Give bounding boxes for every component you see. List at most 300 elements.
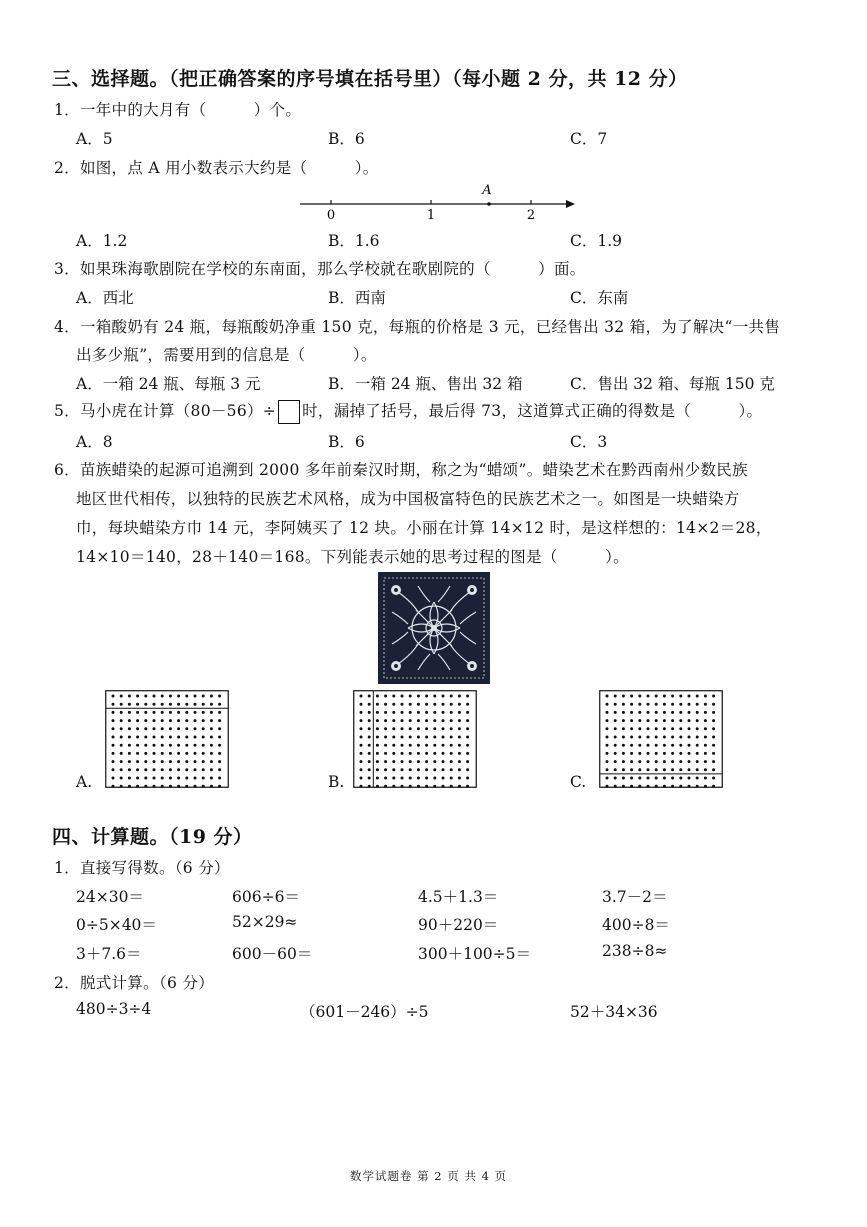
grid-dot — [360, 744, 363, 747]
grid-dot — [655, 785, 658, 788]
grid-dot — [417, 695, 420, 698]
grid-dot — [194, 760, 197, 763]
grid-dot — [679, 703, 682, 706]
grid-dot — [169, 703, 172, 706]
grid-dot — [185, 785, 188, 788]
grid-dot — [136, 719, 139, 722]
grid-dot — [185, 752, 188, 755]
calc-item: 600－60＝ — [232, 945, 313, 963]
grid-dot — [442, 777, 445, 780]
grid-dot — [442, 695, 445, 698]
grid-dot — [153, 703, 156, 706]
grid-dot — [704, 711, 707, 714]
grid-dot — [696, 727, 699, 730]
grid-dot — [218, 695, 221, 698]
grid-dot — [696, 768, 699, 771]
grid-dot — [376, 719, 379, 722]
grid-dot — [185, 768, 188, 771]
grid-dot — [688, 760, 691, 763]
grid-dot — [671, 777, 674, 780]
grid-dot — [630, 711, 633, 714]
grid-dot — [177, 736, 180, 739]
grid-dot — [185, 727, 188, 730]
grid-dot — [425, 785, 428, 788]
grid-dot — [712, 703, 715, 706]
part-2-title: 2．脱式计算。（6 分） — [54, 974, 215, 992]
grid-dot — [614, 744, 617, 747]
grid-dot — [655, 703, 658, 706]
grid-dot — [630, 744, 633, 747]
grid-dot — [679, 695, 682, 698]
grid-dot — [458, 744, 461, 747]
grid-dot — [450, 768, 453, 771]
grid-dot — [614, 760, 617, 763]
grid-dot — [671, 719, 674, 722]
grid-dot — [120, 703, 123, 706]
dot-grid-c — [599, 690, 723, 788]
grid-dot — [433, 719, 436, 722]
grid-dot — [679, 727, 682, 730]
dot-grid-b — [353, 690, 477, 788]
grid-dot — [417, 768, 420, 771]
calc-item: 4.5＋1.3＝ — [418, 888, 499, 906]
grid-dot — [606, 736, 609, 739]
grid-dot — [392, 768, 395, 771]
grid-dot — [622, 727, 625, 730]
grid-dot — [458, 719, 461, 722]
grid-dot — [630, 752, 633, 755]
grid-dot — [169, 760, 172, 763]
question-5-stem-before: 5．马小虎在计算（80－56）÷ — [54, 402, 277, 420]
grid-dot — [360, 719, 363, 722]
grid-dot — [401, 736, 404, 739]
grid-dot — [112, 777, 115, 780]
grid-dot — [161, 768, 164, 771]
calc-item: 0÷5×40＝ — [76, 916, 157, 934]
grid-dot — [202, 744, 205, 747]
question-4-option-a[interactable]: A．一箱 24 瓶、每瓶 3 元 — [76, 375, 261, 393]
page-footer: 数学试题卷 第 2 页 共 4 页 — [350, 1169, 508, 1183]
grid-dot — [177, 695, 180, 698]
grid-dot — [450, 711, 453, 714]
grid-dot — [696, 736, 699, 739]
grid-dot — [384, 703, 387, 706]
grid-dot — [638, 703, 641, 706]
grid-dot — [704, 703, 707, 706]
question-6-option-c[interactable]: C. — [570, 773, 587, 791]
grid-dot — [144, 785, 147, 788]
grid-dot — [425, 727, 428, 730]
grid-dot — [647, 703, 650, 706]
question-4-option-b[interactable]: B．一箱 24 瓶、售出 32 箱 — [328, 375, 523, 393]
grid-dot — [202, 785, 205, 788]
question-6-option-b[interactable]: B. — [328, 773, 345, 791]
grid-dot — [384, 711, 387, 714]
question-5-option-a[interactable]: A．8 — [76, 433, 113, 451]
grid-dot — [112, 711, 115, 714]
grid-dot — [360, 768, 363, 771]
grid-dot — [638, 768, 641, 771]
grid-dot — [360, 777, 363, 780]
grid-dot — [630, 777, 633, 780]
grid-dot — [218, 777, 221, 780]
grid-dot — [647, 760, 650, 763]
grid-dot — [704, 736, 707, 739]
grid-dot — [368, 744, 371, 747]
grid-dot — [185, 744, 188, 747]
grid-dot — [128, 719, 131, 722]
grid-dot — [376, 785, 379, 788]
grid-dot — [622, 736, 625, 739]
grid-dot — [606, 768, 609, 771]
grid-dot — [177, 785, 180, 788]
grid-dot — [368, 719, 371, 722]
grid-dot — [655, 768, 658, 771]
grid-dot — [417, 736, 420, 739]
grid-dot — [425, 736, 428, 739]
grid-dot — [425, 760, 428, 763]
grid-dot — [433, 777, 436, 780]
number-line-arrow — [566, 200, 575, 208]
grid-dot — [136, 785, 139, 788]
question-3-option-c[interactable]: C．东南 — [570, 289, 629, 307]
grid-dot — [622, 752, 625, 755]
grid-dot — [185, 736, 188, 739]
grid-dot — [368, 695, 371, 698]
grid-dot — [409, 703, 412, 706]
grid-dot — [458, 785, 461, 788]
question-2-option-c[interactable]: C．1.9 — [570, 232, 623, 250]
grid-dot — [376, 760, 379, 763]
grid-dot — [712, 760, 715, 763]
grid-dot — [696, 752, 699, 755]
grid-dot — [663, 736, 666, 739]
grid-dot — [368, 768, 371, 771]
grid-dot — [679, 736, 682, 739]
grid-dot — [112, 768, 115, 771]
grid-dot — [466, 695, 469, 698]
grid-dot — [218, 785, 221, 788]
grid-dot — [679, 744, 682, 747]
grid-dot — [458, 768, 461, 771]
grid-dot — [368, 785, 371, 788]
question-5-option-c[interactable]: C．3 — [570, 433, 608, 451]
question-6-line-4: 14×10＝140，28＋140＝168。下列能表示她的思考过程的图是（ ）。 — [76, 548, 629, 566]
grid-dot — [425, 695, 428, 698]
grid-dot — [384, 760, 387, 763]
grid-dot — [185, 719, 188, 722]
grid-dot — [368, 727, 371, 730]
grid-dot — [655, 727, 658, 730]
grid-dot — [112, 752, 115, 755]
grid-dot — [169, 736, 172, 739]
question-6-line-1: 6．苗族蜡染的起源可追溯到 2000 多年前秦汉时期，称之为“蜡颂”。蜡染艺术在黔西南州少数民族 — [54, 461, 748, 479]
grid-dot — [144, 727, 147, 730]
grid-dot — [696, 703, 699, 706]
section-3-title: 三、选择题。（把正确答案的序号填在括号里）（每小题 2 分，共 12 分） — [52, 68, 688, 90]
question-1-stem: 1．一年中的大月有（ ）个。 — [54, 101, 302, 119]
grid-dot — [712, 768, 715, 771]
grid-dot — [153, 727, 156, 730]
grid-dot — [409, 744, 412, 747]
calc-item: 238÷8≈ — [602, 942, 668, 960]
grid-dot — [630, 760, 633, 763]
grid-dot — [120, 752, 123, 755]
grid-dot — [194, 785, 197, 788]
grid-dot — [392, 785, 395, 788]
grid-dot — [638, 785, 641, 788]
grid-dot — [185, 760, 188, 763]
grid-dot — [442, 727, 445, 730]
grid-dot — [202, 752, 205, 755]
grid-dot — [614, 727, 617, 730]
question-1-option-a[interactable]: A．5 — [76, 130, 113, 148]
grid-dot — [696, 711, 699, 714]
grid-dot — [136, 752, 139, 755]
grid-dot — [392, 760, 395, 763]
grid-dot — [433, 785, 436, 788]
grid-dot — [704, 777, 707, 780]
grid-dot — [409, 768, 412, 771]
grid-dot — [679, 752, 682, 755]
grid-dot — [638, 760, 641, 763]
question-2-option-a[interactable]: A．1.2 — [76, 232, 128, 250]
grid-dot — [185, 777, 188, 780]
grid-dot — [458, 752, 461, 755]
grid-dot — [177, 777, 180, 780]
grid-dot — [450, 752, 453, 755]
grid-dot — [177, 768, 180, 771]
grid-dot — [466, 785, 469, 788]
grid-dot — [401, 727, 404, 730]
grid-dot — [384, 744, 387, 747]
grid-dot — [144, 777, 147, 780]
grid-dot — [712, 736, 715, 739]
tick-label-2: 2 — [526, 208, 536, 222]
grid-dot — [136, 760, 139, 763]
tick-label-1: 1 — [426, 208, 436, 222]
grid-dot — [360, 727, 363, 730]
grid-dot — [606, 777, 609, 780]
grid-dot — [622, 744, 625, 747]
question-6-line-3: 巾，每块蜡染方巾 14 元，李阿姨买了 12 块。小丽在计算 14×12 时，是这样想的：14×2＝28， — [76, 519, 772, 537]
question-1-option-c[interactable]: C．7 — [570, 130, 608, 148]
grid-dot — [376, 703, 379, 706]
grid-dot — [161, 760, 164, 763]
grid-dot — [194, 768, 197, 771]
grid-dot — [202, 695, 205, 698]
grid-dot — [688, 703, 691, 706]
grid-dot — [688, 752, 691, 755]
grid-dot — [630, 727, 633, 730]
grid-dot — [112, 736, 115, 739]
grid-dot — [622, 760, 625, 763]
grid-dot — [120, 695, 123, 698]
grid-dot — [218, 703, 221, 706]
grid-dot — [679, 777, 682, 780]
grid-dot — [210, 719, 213, 722]
grid-dot — [417, 752, 420, 755]
grid-dot — [712, 777, 715, 780]
grid-dot — [450, 703, 453, 706]
grid-dot — [425, 711, 428, 714]
grid-dot — [136, 736, 139, 739]
grid-dot — [185, 695, 188, 698]
grid-dot — [169, 711, 172, 714]
question-1-option-b[interactable]: B．6 — [328, 130, 365, 148]
calc-item: 24×30＝ — [76, 888, 144, 906]
grid-dot — [433, 711, 436, 714]
question-3-option-b[interactable]: B．西南 — [328, 289, 386, 307]
grid-dot — [696, 777, 699, 780]
grid-dot — [712, 752, 715, 755]
grid-dot — [417, 785, 420, 788]
grid-dot — [185, 703, 188, 706]
grid-dot — [679, 768, 682, 771]
grid-dot — [704, 744, 707, 747]
grid-dot — [696, 744, 699, 747]
grid-dot — [120, 760, 123, 763]
grid-dot — [704, 719, 707, 722]
grid-dot — [202, 703, 205, 706]
grid-dot — [409, 785, 412, 788]
grid-dot — [202, 777, 205, 780]
grid-dot — [202, 719, 205, 722]
question-5-option-b[interactable]: B．6 — [328, 433, 365, 451]
grid-dot — [210, 760, 213, 763]
grid-frame — [354, 691, 477, 788]
grid-dot — [368, 703, 371, 706]
grid-dot — [360, 695, 363, 698]
grid-dot — [433, 727, 436, 730]
grid-dot — [638, 736, 641, 739]
grid-dot — [401, 711, 404, 714]
grid-dot — [614, 695, 617, 698]
question-3-option-a[interactable]: A．西北 — [76, 289, 134, 307]
grid-dot — [376, 711, 379, 714]
grid-dot — [128, 711, 131, 714]
grid-dot — [169, 695, 172, 698]
question-6-option-a[interactable]: A. — [76, 773, 93, 791]
grid-dot — [704, 727, 707, 730]
grid-dot — [392, 727, 395, 730]
grid-dot — [128, 777, 131, 780]
grid-dot — [450, 719, 453, 722]
grid-dot — [417, 719, 420, 722]
grid-dot — [153, 768, 156, 771]
grid-dot — [630, 736, 633, 739]
grid-dot — [433, 760, 436, 763]
grid-dot — [112, 695, 115, 698]
grid-dot — [218, 752, 221, 755]
grid-dot — [144, 703, 147, 706]
dot-grid-a — [105, 690, 229, 788]
grid-dot — [433, 752, 436, 755]
step-calc-item: 52＋34×36 — [570, 1003, 658, 1021]
grid-dot — [433, 768, 436, 771]
grid-dot — [384, 768, 387, 771]
grid-dot — [202, 727, 205, 730]
grid-dot — [425, 768, 428, 771]
grid-dot — [409, 695, 412, 698]
grid-dot — [638, 727, 641, 730]
grid-dot — [194, 711, 197, 714]
grid-dot — [360, 760, 363, 763]
grid-dot — [210, 695, 213, 698]
grid-dot — [655, 760, 658, 763]
grid-dot — [120, 711, 123, 714]
grid-dot — [433, 703, 436, 706]
question-2-option-b[interactable]: B．1.6 — [328, 232, 380, 250]
grid-dot — [606, 711, 609, 714]
grid-dot — [409, 777, 412, 780]
grid-dot — [622, 719, 625, 722]
grid-dot — [161, 719, 164, 722]
grid-dot — [647, 736, 650, 739]
grid-dot — [622, 777, 625, 780]
grid-dot — [144, 695, 147, 698]
grid-dot — [194, 703, 197, 706]
grid-dot — [679, 760, 682, 763]
grid-dot — [210, 785, 213, 788]
grid-dot — [606, 785, 609, 788]
grid-dot — [401, 760, 404, 763]
grid-dot — [638, 744, 641, 747]
grid-dot — [202, 736, 205, 739]
batik-scarf-image — [378, 572, 490, 684]
grid-frame — [600, 691, 723, 788]
grid-dot — [218, 744, 221, 747]
grid-dot — [409, 736, 412, 739]
grid-dot — [401, 703, 404, 706]
grid-dot — [161, 752, 164, 755]
grid-dot — [671, 711, 674, 714]
grid-dot — [136, 768, 139, 771]
question-5-stem — [54, 399, 762, 424]
grid-dot — [663, 695, 666, 698]
grid-dot — [136, 695, 139, 698]
grid-dot — [112, 785, 115, 788]
grid-dot — [442, 711, 445, 714]
grid-dot — [614, 752, 617, 755]
grid-dot — [663, 785, 666, 788]
grid-dot — [417, 711, 420, 714]
grid-dot — [704, 785, 707, 788]
grid-dot — [466, 768, 469, 771]
grid-dot — [384, 719, 387, 722]
grid-dot — [647, 777, 650, 780]
grid-dot — [606, 760, 609, 763]
grid-dot — [425, 752, 428, 755]
calc-item: 52×29≈ — [232, 913, 298, 931]
grid-dot — [655, 777, 658, 780]
grid-dot — [112, 744, 115, 747]
grid-dot — [647, 711, 650, 714]
calc-item: 90＋220＝ — [418, 916, 499, 934]
question-4-option-c[interactable]: C．售出 32 箱、每瓶 150 克 — [570, 375, 775, 393]
grid-dot — [210, 744, 213, 747]
grid-dot — [112, 719, 115, 722]
grid-dot — [384, 777, 387, 780]
grid-dot — [401, 768, 404, 771]
grid-dot — [606, 727, 609, 730]
grid-dot — [194, 727, 197, 730]
answer-box — [278, 400, 300, 424]
grid-dot — [144, 719, 147, 722]
grid-dot — [647, 744, 650, 747]
grid-dot — [153, 777, 156, 780]
grid-dot — [442, 736, 445, 739]
